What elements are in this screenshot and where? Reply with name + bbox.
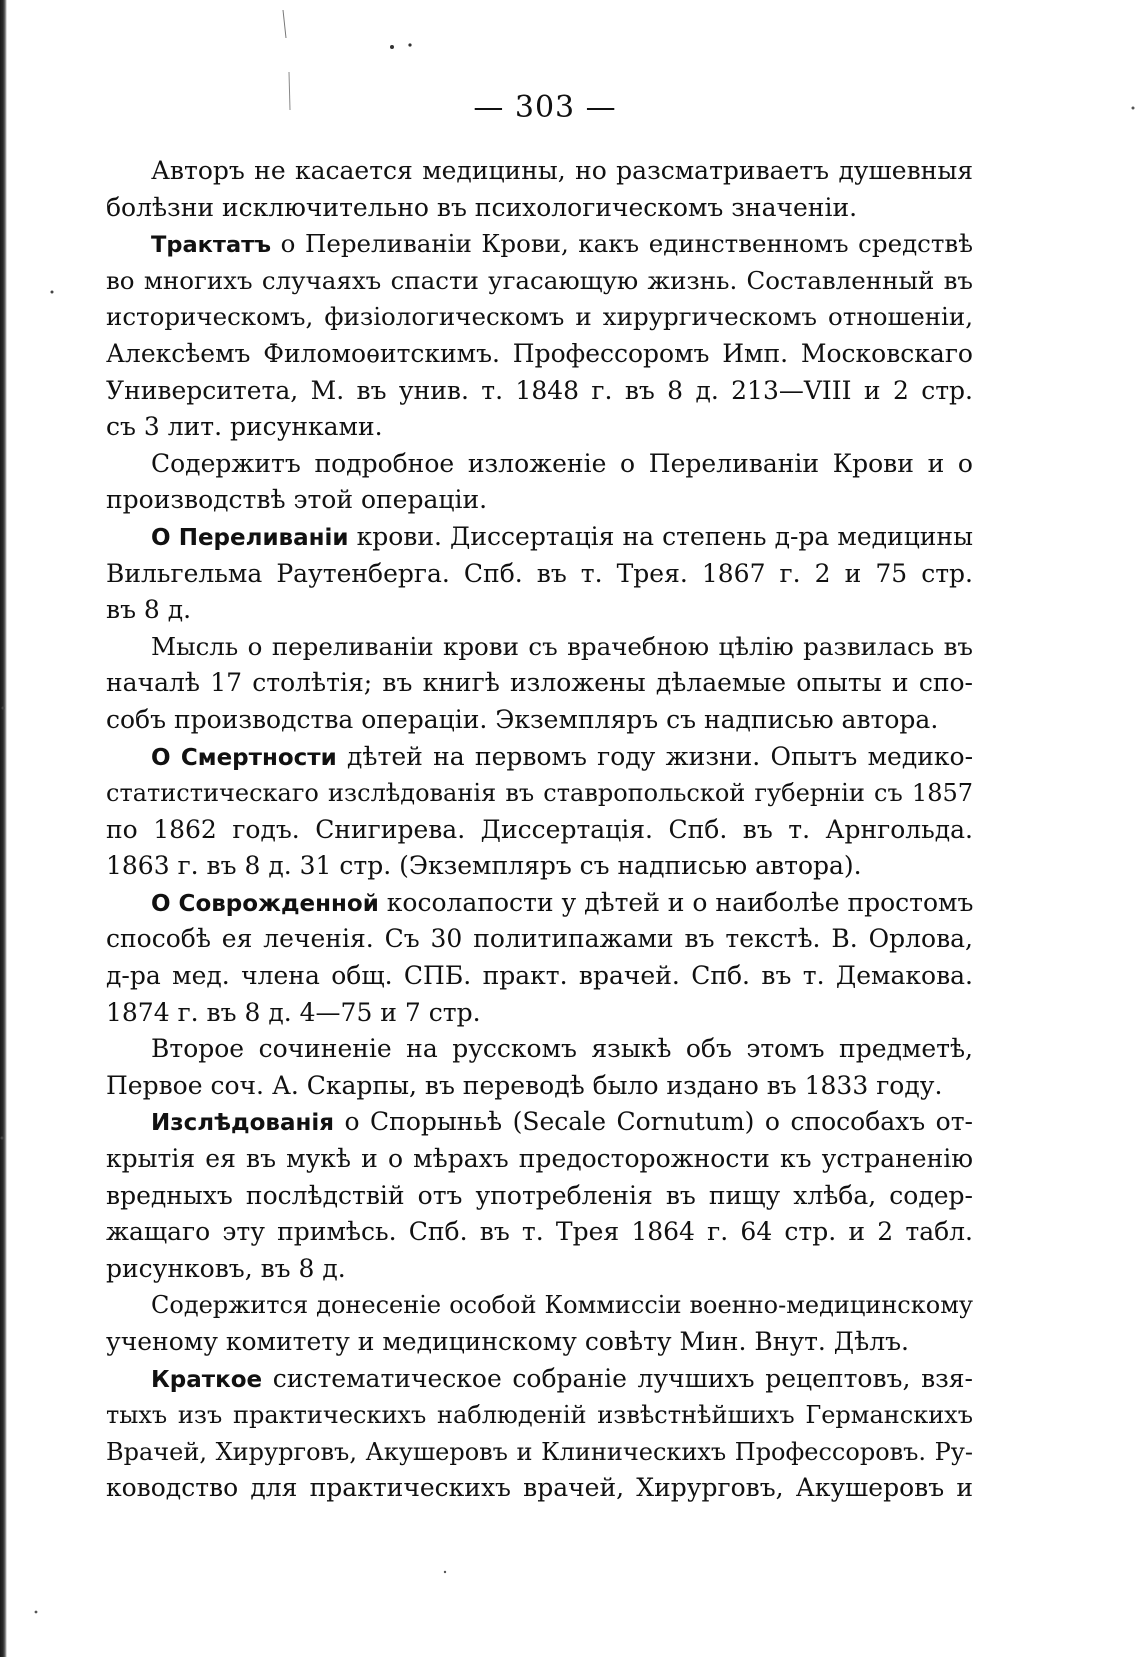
text-line — [106, 1397, 973, 1434]
entry-lead-word: О Смертности — [151, 744, 337, 771]
text-line — [106, 482, 973, 519]
text-line — [106, 446, 973, 483]
text-line — [106, 190, 973, 227]
text-line — [106, 153, 973, 190]
text-line — [106, 1104, 973, 1141]
entry-lead-word: Изслѣдованія — [151, 1110, 335, 1137]
text-line — [106, 556, 973, 593]
paragraph — [106, 519, 973, 629]
paragraph — [106, 885, 973, 1031]
entry-lead-word: Краткое — [151, 1366, 263, 1393]
line-text: тыхъ изъ практическихъ наблюденій извѣстнѣйшихъ Германскихъ — [106, 1401, 973, 1430]
line-text: Содержится донесеніе особой Коммиссіи военно-медицинскому — [151, 1291, 973, 1320]
line-text: о Спорыньѣ (Secale Cornutum) о способахъ от- — [334, 1107, 973, 1137]
line-text: Мысль о переливаніи крови съ врачебною цѣлію развилась въ — [151, 631, 973, 661]
entry-lead-word: О Переливаніи — [151, 524, 349, 551]
line-text: Первое соч. А. Скарпы, въ переводѣ было издано въ 1833 году. — [106, 1070, 943, 1100]
line-text: Авторъ не касается медицины, но разсматриваетъ душевныя — [151, 156, 973, 185]
line-text: болѣзни исключительно въ психологическомъ значеніи. — [106, 192, 858, 222]
line-text: историческомъ, физіологическомъ и хирургическомъ отношеніи, — [106, 302, 973, 332]
text-line — [106, 702, 973, 739]
text-line — [106, 519, 973, 556]
line-text: рисунковъ, въ 8 д. — [106, 1253, 346, 1283]
line-text: съ 3 лит. рисунками. — [106, 412, 383, 442]
text-line — [106, 1361, 973, 1398]
paragraph — [106, 153, 973, 226]
text-line — [106, 226, 973, 263]
text-line — [106, 958, 973, 995]
text-line — [106, 629, 973, 666]
text-line — [106, 1031, 973, 1068]
paragraph — [106, 446, 973, 519]
text-line — [106, 373, 973, 410]
text-line — [106, 921, 973, 958]
text-line — [106, 1178, 973, 1215]
line-text: собъ производства операціи. Экземпляръ съ надписью автора. — [106, 704, 939, 734]
entry-lead-word: Трактатъ — [151, 232, 272, 259]
text-line — [106, 299, 973, 336]
line-text: крови. Диссертація на степень д-ра медицины — [348, 521, 973, 551]
text-line — [106, 812, 973, 849]
paragraph — [106, 629, 973, 739]
line-text: жащаго эту примѣсь. Спб. въ т. Трея 1864 г. 64 стр. и 2 табл. — [106, 1217, 973, 1247]
text-line — [106, 775, 973, 812]
line-text: статистическаго изслѣдованія въ ставропольской губерніи съ 1857 — [106, 779, 973, 808]
line-text: во многихъ случаяхъ спасти угасающую жизнь. Составленный въ — [106, 265, 973, 295]
line-text: въ 8 д. — [106, 595, 192, 625]
line-text: ководство для практическихъ врачей, Хирурговъ, Акушеровъ и — [106, 1473, 973, 1503]
page-number: — 303 — — [473, 90, 617, 125]
text-line — [106, 336, 973, 373]
text-line — [106, 1470, 973, 1507]
line-text: Алексѣемъ Филомоѳитскимъ. Профессоромъ Имп. Московскаго — [106, 338, 973, 368]
line-text: 1863 г. въ 8 д. 31 стр. (Экземпляръ съ надписью автора). — [106, 851, 862, 881]
line-text: дѣтей на первомъ году жизни. Опытъ медико- — [336, 741, 973, 771]
text-line — [106, 885, 973, 922]
line-text: началѣ 17 столѣтія; въ книгѣ изложены дѣлаемые опыты и спо- — [106, 668, 973, 698]
line-text: Врачей, Хирурговъ, Акушеровъ и Клиническихъ Профессоровъ. Ру- — [106, 1437, 973, 1466]
line-text: производствѣ этой операціи. — [106, 485, 488, 515]
text-line — [106, 1287, 973, 1324]
line-text: по 1862 годъ. Снигирева. Диссертація. Спб. въ т. Арнгольда. — [106, 814, 973, 844]
paragraph — [106, 226, 973, 446]
text-line — [106, 995, 973, 1032]
line-text: крытія ея въ мукѣ и о мѣрахъ предосторожности къ устраненію — [106, 1144, 973, 1174]
text-line — [106, 263, 973, 300]
line-text: вредныхъ послѣдствій отъ употребленія въ пищу хлѣба, содер- — [106, 1180, 973, 1210]
line-text: способѣ ея леченія. Съ 30 политипажами въ текстѣ. В. Орлова, — [106, 924, 973, 954]
line-text: косолапости у дѣтей и о наиболѣе простомъ — [378, 887, 973, 917]
text-line — [106, 1214, 973, 1251]
line-text: Содержитъ подробное изложеніе о Переливаніи Крови и о — [151, 448, 973, 478]
line-text: о Переливаніи Крови, какъ единственномъ средствѣ — [271, 229, 973, 259]
line-text: Вильгельма Раутенберга. Спб. въ т. Трея. 1867 г. 2 и 75 стр. — [106, 558, 973, 588]
text-line — [106, 1251, 973, 1288]
page-text — [106, 153, 973, 1507]
line-text: д-ра мед. члена общ. СПБ. практ. врачей. Спб. въ т. Демакова. — [106, 961, 973, 991]
paragraph — [106, 1361, 973, 1507]
paragraph — [106, 739, 973, 885]
text-line — [106, 665, 973, 702]
text-line — [106, 1434, 973, 1471]
text-line — [106, 739, 973, 776]
paragraph — [106, 1287, 973, 1360]
paragraph — [106, 1031, 973, 1104]
line-text: 1874 г. въ 8 д. 4—75 и 7 стр. — [106, 997, 481, 1027]
line-text: Второе сочиненіе на русскомъ языкѣ объ этомъ предметѣ, — [151, 1034, 973, 1064]
entry-lead-word: О Соврожденной — [151, 890, 379, 917]
text-line — [106, 1068, 973, 1105]
text-line — [106, 1324, 973, 1361]
text-line — [106, 1141, 973, 1178]
line-text: ученому комитету и медицинскому совѣту Мин. Внут. Дѣлъ. — [106, 1327, 909, 1356]
line-text: систематическое собраніе лучшихъ рецептовъ, взя- — [262, 1363, 973, 1393]
paragraph — [106, 1104, 973, 1287]
text-line — [106, 592, 973, 629]
text-line — [106, 848, 973, 885]
line-text: Университета, М. въ унив. т. 1848 г. въ 8 д. 213—VIII и 2 стр. — [106, 375, 973, 405]
text-line — [106, 409, 973, 446]
